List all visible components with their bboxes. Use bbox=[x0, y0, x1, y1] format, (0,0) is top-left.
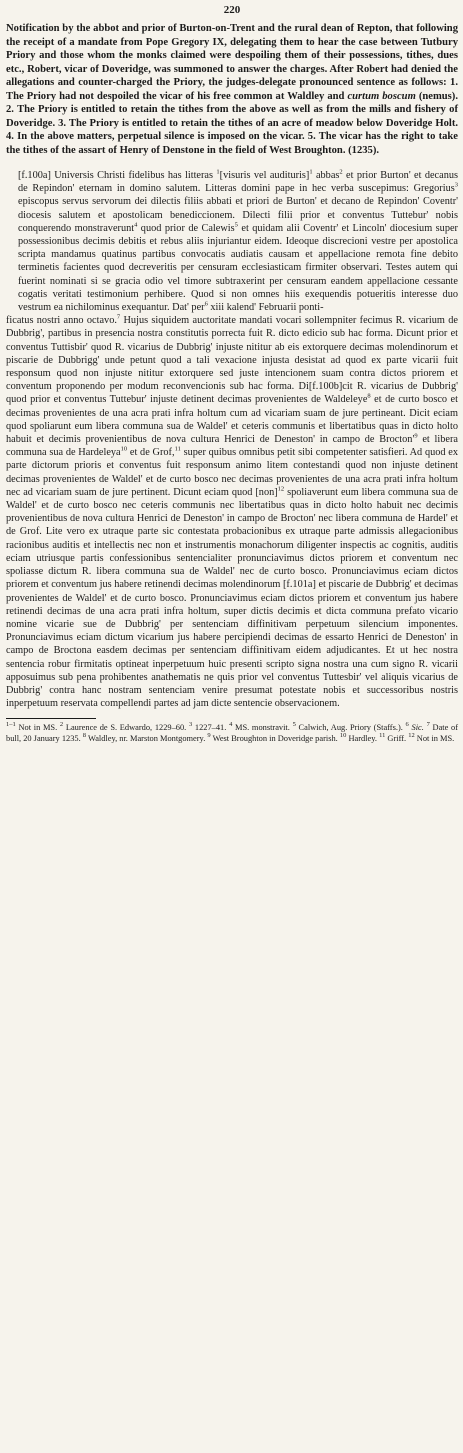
footnote-ref: 10 bbox=[120, 445, 128, 453]
footnote-ref: 6 bbox=[204, 300, 208, 308]
latin-text: [f.100a] Universis Christi fidelibus has litteras bbox=[18, 170, 217, 181]
latin-charter-text bbox=[6, 169, 458, 710]
footnote-text: Calwich, Aug. Priory (Staffs.). bbox=[295, 723, 406, 733]
footnote-text: 1227–41. bbox=[192, 723, 230, 733]
latin-text: et de Grof, bbox=[127, 447, 175, 459]
latin-paragraph-1 bbox=[6, 169, 458, 314]
latin-text: spoliaverunt eum libera communa sua de Waldel' et de curto bosco nec ceteris communis nec libertatibus quas in dicto holto habuit nec decimis provenientibus de nova cultura Henrici de Deneston' in campo de Brocton' nec libera communa de Hardel' et de Grof. Lite vero ex utraque parte sic contestata probacionibus ex utraque parte admissis allegacionibus racionibus auditis et intellectis nec non et instrumentis monachorum diligenter inspectis ac cognitis, auditis eciam utriusque partis confessionibus sentencialiter pronunciavimus dictos priorem et conventum nec spoliasse dictum R. libera communa sua de Waldel' nec de curto bosco. Pronunciavimus eciam dictos priorem et conventum jus habere retinendi decimas molendinorum [f.101a] et piscarie de Dubbrig' et decimas provenientes de Waldel' et de curto bosco. Pronunciavimus eciam dictos priorem et conventum jus habere retinendi decimas de una acra prati infra holtum, super dictis decimis et dicta communa prefato vicario nomine vicarie sue de Dubbrig' per sentenciam diffinitivam perpetuum silencium imponentes. Pronunciavimus eciam dictum vicarium jus habere percipiendi decimas de essarto Henrici de Deneston' in campo de Broctona easdem decimas per sentenciam diffinitivam eidem adjudicantes. Et ut hec nostra sentencia robur firmitatis optineat inperpetuum huic presenti scripto signa nostra una cum signo R. vicarii apposuimus sub pena prohibentes anathematis ne quis prior vel conventus Tuttesbir' vel aliquis vicarius de Dubbrig' contra hanc nostram sentenciam venire presumat potestate nobis et successoribus nostris inperpetuum reservata compellendi partes ad jam dicte sentencie observacionem. bbox=[6, 486, 458, 710]
footnote-text: Hardley. bbox=[346, 733, 380, 743]
footnote-text: Date of bull, 20 January 1235. bbox=[6, 723, 459, 743]
footnote-ref: 8 bbox=[367, 393, 371, 401]
footnote-divider bbox=[6, 718, 96, 719]
latin-text: xiii kalend' Februarii ponti- bbox=[207, 302, 324, 314]
latin-text: abbas bbox=[312, 170, 340, 181]
footnote-number: 2 bbox=[59, 721, 64, 729]
footnote-ref: 9 bbox=[414, 432, 418, 440]
footnote-number: 9 bbox=[207, 732, 211, 740]
footnote-number: 4 bbox=[229, 721, 233, 729]
footnote-number: 1–1 bbox=[6, 721, 16, 729]
footnote-ref: 2 bbox=[339, 168, 343, 176]
footnote-number: 10 bbox=[339, 732, 347, 740]
summary-italic-term: curtum boscum bbox=[347, 90, 416, 102]
latin-text: ficatus nostri anno octavo. bbox=[6, 315, 117, 327]
latin-paragraph-2 bbox=[6, 314, 458, 710]
footnote-ref: 5 bbox=[234, 221, 238, 229]
latin-text: et de curto bosco et decimas provenientes de una acra prati infra holtum cum ad vicariam suam de jure pertineant. Dicit eciam quod spoliarunt eum libera communa sua de Waldel' et ceteris communis et libertatibus quas in dicto holto habuit et decimis provenientibus de nova cultura Henrici de Deneston' in campo de Brocton' bbox=[6, 394, 458, 446]
footnote-text: Griff. bbox=[385, 733, 409, 743]
latin-text: episcopus servus servorum dei dilectis filiis abbati et priori de Burton' et decano de Repindon' Coventr' diocesis salutem et apostolicam benediccionem. Dilecti filii prior et conventus Tuttebur' nobis conquerendo monstraverunt bbox=[18, 196, 458, 234]
latin-text: et quidam alii Coventr' et Lincoln' diocesium super possessionibus decimis debitis et rebus aliis injuriantur eidem. Ideoque discrecioni vestre per apostolica scripta mandamus quatinus partibus convocatis audiatis causam et appellacione remota fine debito terminetis facientes quod decreveritis per censuram ecclesiasticam firmiter observari. Testes autem qui fuerint nominati si se gracia odio vel timore subtraxerint per censuram eandem appellacione cessante cogatis veritati testimonium perhibere. Quod si non omnes hiis exequendis potueritis interesse duo vestrum ea nichilominus exequantur. Dat' per bbox=[18, 222, 458, 314]
footnote-number: 8 bbox=[82, 732, 87, 740]
footnote-text: MS. monstravit. bbox=[232, 723, 293, 733]
latin-text: et libera communa sua de Hardeleya bbox=[6, 434, 458, 459]
footnote-text: Not in MS. bbox=[414, 733, 455, 743]
footnote-text: Not in MS. bbox=[15, 723, 60, 733]
footnote-ref: 11 bbox=[174, 445, 181, 453]
footnotes bbox=[6, 723, 458, 744]
latin-text: et prior Burton' et decanus de Repindon' eternam in domino salutem. Litteras domini pape in hec verba suscepimus: Gregorius bbox=[18, 170, 459, 195]
footnote-ref: 7 bbox=[116, 313, 121, 321]
footnote-number: 6 bbox=[405, 721, 409, 729]
footnote-ref: 4 bbox=[134, 221, 138, 229]
footnote-ref: 12 bbox=[277, 485, 285, 493]
page-number: 220 bbox=[223, 4, 241, 16]
latin-text: [visuris vel audituris] bbox=[219, 170, 310, 181]
footnote-number: 5 bbox=[292, 721, 296, 729]
footnote-text: Waldley, nr. Marston Montgomery. bbox=[86, 733, 208, 743]
footnote-number: 3 bbox=[188, 721, 193, 729]
latin-text: super quibus omnibus petit sibi competenter satisfieri. Ad quod ex parte dictorum prioris et conventus fuit responsum animo litem contestandi quod non injuste detinent decimas provenientes de Waldel' et de curto bosco nec decimas provenientes de una acra prati infra holtum nec ad vicariam suam de jure pertinent. Dicunt eciam quod [non] bbox=[6, 447, 459, 498]
summary-text-2: (nemus). 2. The Priory is entitled to retain the tithes from the above as well as from the mills and fishery of Doveridge. 3. The Priory is entitled to retain the tithes of an acre of meadow below Doveridge Holt. 4. In the above matters, perpetual silence is imposed on the vicar. 5. The vicar has the right to take the tithes of the assart of Henry of Denstone in the field of West Broughton. (1235). bbox=[6, 90, 458, 156]
footnote-number: 7 bbox=[426, 721, 430, 729]
footnote-text: Laurence de S. Edwardo, 1229–60. bbox=[63, 723, 189, 733]
footnote-number: 11 bbox=[379, 732, 386, 740]
footnote-ref: 1 bbox=[309, 168, 313, 176]
summary-text-1: Notification by the abbot and prior of Burton-on-Trent and the rural dean of Repton, that following the receipt of a mandate from Pope Gregory IX, delegating them to hear the case between Tutbury Priory and those whom the monks claimed were despoiling them of their possessions, tithes, dues etc., Robert, vicar of Doveridge, was summoned to answer the charges. After Robert had denied the allegations and counter-charged the Priory, the judges-delegate pronounced sentence as follows: 1. The Priory had not despoiled the vicar of his free common at Waldley and bbox=[6, 23, 458, 102]
latin-text: Hujus siquidem auctoritate mandati vocari sollempniter fecimus R. vicarium de Dubbrig', partibus in presencia nostra constitutis porrecta fuit R. dicto edicio sub hac forma. Dicunt prior et conventus Tuttisbir' quod R. vicarius de Dubbrig' injuste nititur ab eis extorquere decimas molendinorum et piscarie de Dubbrigg' unde petunt quod a tali vexacione injusta desistat ad quod ex parte vicarii fuit responsum quod non injuste nititur extorquere sed juste intencionem suam contra dictos priorem et conventum proponendo per modum reconvencionis sub hac forma. Di[f.100b]cit R. vicarius de Dubbrig' quod prior et conventus Tuttebur' injuste detinent decimas provenientes de Waldeleye bbox=[6, 315, 458, 406]
latin-text: quod prior de Calewis bbox=[137, 222, 235, 234]
footnote-ref: 1 bbox=[216, 168, 220, 176]
footnote-text: Sic. bbox=[408, 723, 427, 733]
english-summary bbox=[6, 22, 458, 157]
footnote-text: West Broughton in Doveridge parish. bbox=[210, 733, 340, 743]
footnote-number: 12 bbox=[408, 732, 415, 740]
footnote-ref: 3 bbox=[454, 181, 458, 189]
